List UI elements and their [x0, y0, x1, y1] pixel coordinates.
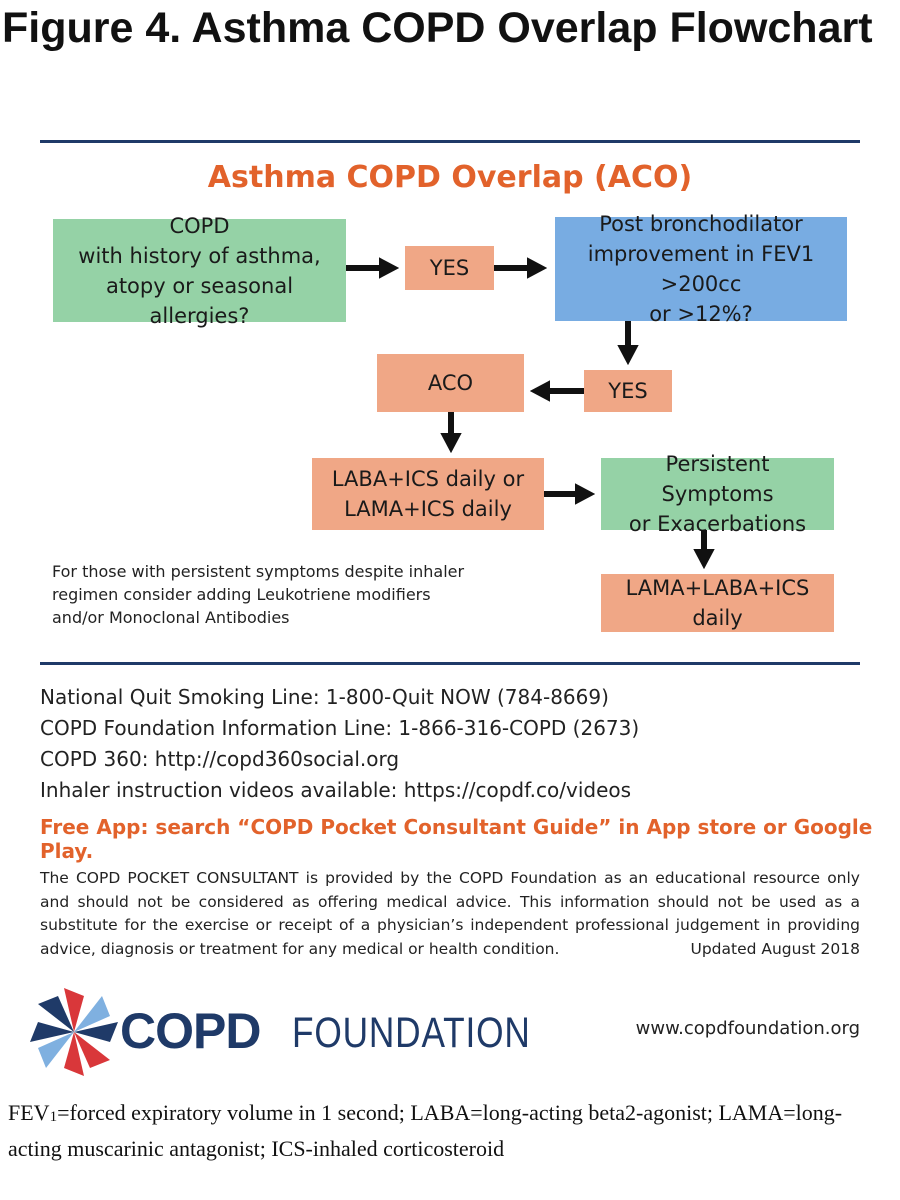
node-yes-2-text: YES — [608, 379, 648, 403]
free-app-line: Free App: search “COPD Pocket Consultant Guide” in App store or Google Play. — [40, 815, 873, 863]
node-triple-therapy-text: LAMA+LABA+ICS daily — [625, 576, 810, 630]
info-line-foundation-phone: COPD Foundation Information Line: 1-866-316-COPD (2673) — [40, 716, 640, 740]
abbreviations-footnote — [8, 1097, 888, 1164]
node-persistent-symptoms-text: Persistent Symptoms or Exacerbations — [628, 452, 807, 536]
logo-wordmark-copd: COPD — [120, 1003, 261, 1059]
updated-date: Updated August 2018 — [690, 940, 860, 958]
node-yes-1-text: YES — [429, 256, 470, 280]
info-line-inhaler-videos: Inhaler instruction videos available: https://copdf.co/videos — [40, 778, 632, 802]
add-on-therapy-note: For those with persistent symptoms despite inhaler regimen consider adding Leukotriene modifiers and/or Monoclonal Antibodies — [52, 562, 465, 627]
footnote-fev: FEV — [8, 1100, 50, 1125]
copd-foundation-pinwheel-logo — [28, 986, 120, 1078]
footnote-definitions: =forced expiratory volume in 1 second; LABA=long-acting beta2-agonist; LAMA=long-acting muscarinic antagonist; ICS-inhaled corticosteroid — [8, 1100, 843, 1161]
disclaimer: The COPD POCKET CONSULTANT is provided by the COPD Foundation as an educational resource only and should not be considered as offering medical advice. This information should not be used as a substitute for the exercise or receipt of a physician’s independent professional judgement in providing advice, diagnosis or treatment for any medical or health condition. — [40, 869, 860, 958]
node-copd-history-text: COPD with history of asthma, atopy or seasonal allergies? — [78, 213, 321, 328]
info-line-copd360: COPD 360: http://copd360social.org — [40, 747, 400, 771]
website-url[interactable]: www.copdfoundation.org — [635, 1018, 860, 1039]
node-aco-text: ACO — [427, 371, 474, 395]
flowchart-title: Asthma COPD Overlap (ACO) — [207, 160, 693, 195]
bottom-divider — [40, 662, 860, 665]
footnote-fev-subscript: 1 — [49, 1109, 58, 1125]
node-laba-lama-ics-text: LABA+ICS daily or LAMA+ICS daily — [331, 467, 525, 521]
node-post-bronchodilator-text: Post bronchodilator improvement in FEV1 >200cc or >12%? — [587, 212, 815, 326]
logo-wordmark-foundation: FOUNDATION — [292, 1009, 531, 1057]
figure-title: Figure 4. Asthma COPD Overlap Flowchart — [2, 4, 873, 52]
info-line-quit-smoking: National Quit Smoking Line: 1-800-Quit NOW (784-8669) — [40, 685, 609, 709]
